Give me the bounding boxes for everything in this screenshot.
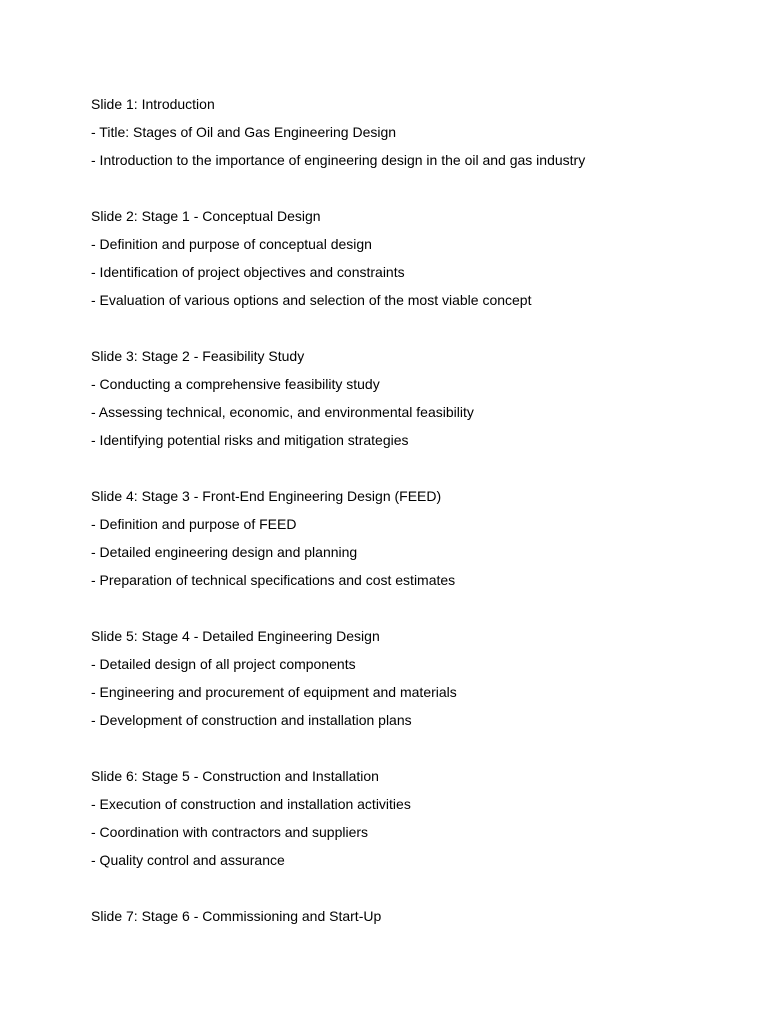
slide-heading: Slide 1: Introduction bbox=[91, 96, 215, 112]
bullet-item: - Introduction to the importance of engineering design in the oil and gas industry bbox=[91, 152, 586, 168]
bullet-item: - Preparation of technical specifications and cost estimates bbox=[91, 572, 456, 588]
slide-heading: Slide 2: Stage 1 - Conceptual Design bbox=[91, 208, 321, 224]
bullet-item: - Definition and purpose of FEED bbox=[91, 516, 297, 532]
slide-section-1 bbox=[91, 90, 731, 174]
document-body bbox=[91, 90, 731, 958]
slide-section-5 bbox=[91, 622, 731, 734]
slide-section-2 bbox=[91, 202, 731, 314]
bullet-item: - Coordination with contractors and suppliers bbox=[91, 824, 369, 840]
bullet-item: - Identification of project objectives and constraints bbox=[91, 264, 405, 280]
bullet-item: - Detailed engineering design and planning bbox=[91, 544, 358, 560]
bullet-item: - Assessing technical, economic, and environmental feasibility bbox=[91, 404, 474, 420]
bullet-item: - Definition and purpose of conceptual design bbox=[91, 236, 372, 252]
slide-heading: Slide 6: Stage 5 - Construction and Installation bbox=[91, 768, 379, 784]
bullet-item: - Title: Stages of Oil and Gas Engineering Design bbox=[91, 124, 397, 140]
bullet-item: - Engineering and procurement of equipment and materials bbox=[91, 684, 457, 700]
bullet-item: - Execution of construction and installation activities bbox=[91, 796, 411, 812]
bullet-item: - Conducting a comprehensive feasibility study bbox=[91, 376, 380, 392]
slide-heading: Slide 5: Stage 4 - Detailed Engineering Design bbox=[91, 628, 380, 644]
bullet-item: - Detailed design of all project components bbox=[91, 656, 356, 672]
bullet-item: - Evaluation of various options and selection of the most viable concept bbox=[91, 292, 532, 308]
bullet-item: - Development of construction and installation plans bbox=[91, 712, 412, 728]
slide-heading: Slide 7: Stage 6 - Commissioning and Start-Up bbox=[91, 908, 382, 924]
slide-heading: Slide 4: Stage 3 - Front-End Engineering Design (FEED) bbox=[91, 488, 442, 504]
slide-heading: Slide 3: Stage 2 - Feasibility Study bbox=[91, 348, 305, 364]
bullet-item: - Identifying potential risks and mitigation strategies bbox=[91, 432, 409, 448]
slide-section-6 bbox=[91, 762, 731, 874]
slide-section-3 bbox=[91, 342, 731, 454]
bullet-item: - Quality control and assurance bbox=[91, 852, 285, 868]
slide-section-4 bbox=[91, 482, 731, 594]
slide-section-7 bbox=[91, 902, 731, 930]
